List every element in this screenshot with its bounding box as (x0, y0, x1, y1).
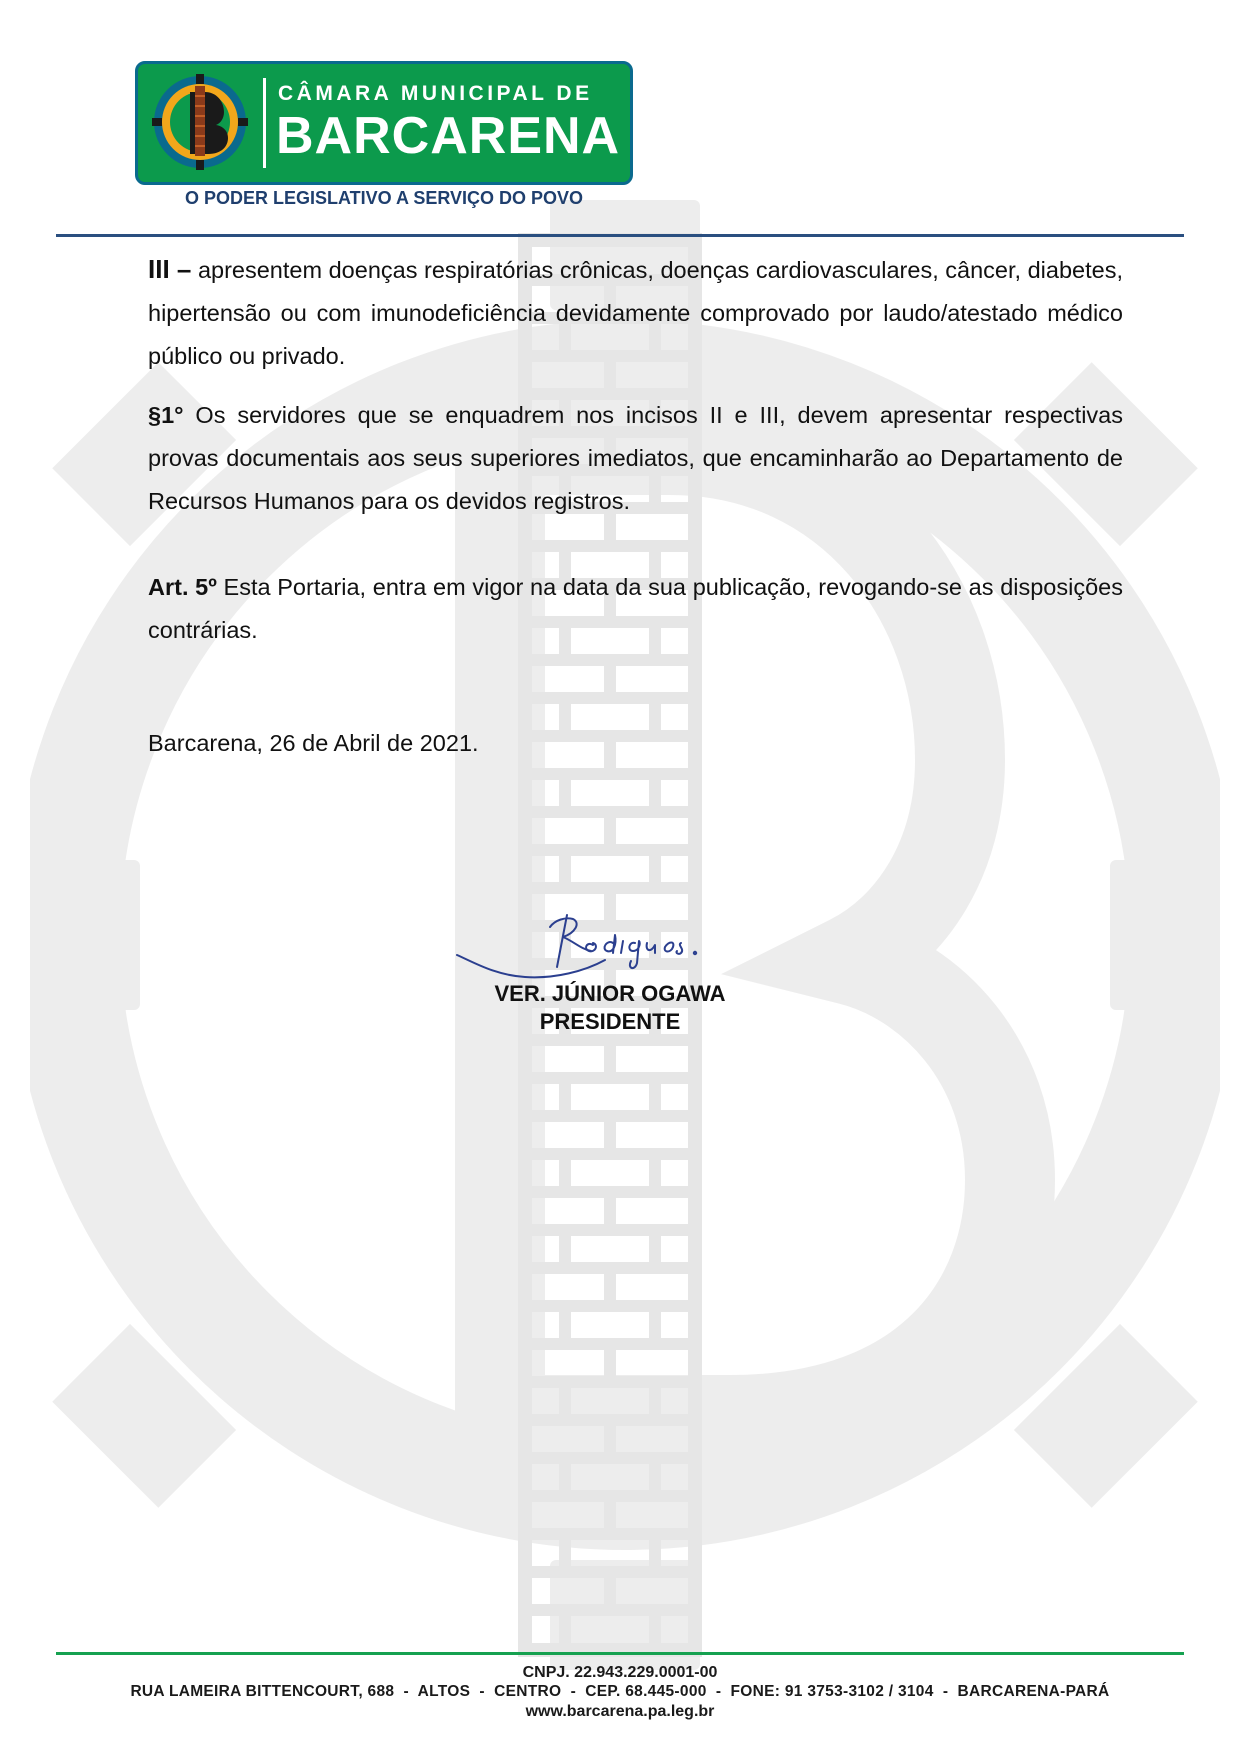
signer-title: PRESIDENTE (539, 1009, 681, 1034)
footer-rule (56, 1652, 1184, 1655)
article-5 (148, 566, 1123, 652)
signer-name: VER. JÚNIOR OGAWA (494, 981, 726, 1006)
footer-cnpj: CNPJ. 22.943.229.0001-00 (522, 1664, 718, 1681)
article-5-lead: Art. 5º (148, 574, 217, 600)
footer-address: RUA LAMEIRA BITTENCOURT, 688 - ALTOS - CENTRO - CEP. 68.445-000 - FONE: 91 3753-3102 / 3104 - BARCARENA-PARÁ (130, 1683, 1110, 1700)
logo-tagline: O PODER LEGISLATIVO A SERVIÇO DO POVO (184, 188, 584, 208)
item-iii-lead: III – (148, 254, 192, 284)
logo-banner (135, 61, 633, 185)
document-body (148, 248, 1123, 765)
paragraph-1 (148, 394, 1123, 523)
item-iii-text: apresentem doenças respiratórias crônicas, doenças cardiovasculares, câncer, diabetes, hipertensão ou com imunodeficiência devidamente comprovado por laudo/atestado médico público ou privado. (148, 257, 1123, 369)
handwritten-signature (455, 905, 725, 990)
signer-block (430, 980, 790, 1036)
logo-title-line2: BARCARENA (276, 107, 621, 165)
paragraph-1-text: Os servidores que se enquadrem nos incisos II e III, devem apresentar respectivas provas documentais aos seus superiores imediatos, que encaminharão ao Departamento de Recursos Humanos para os devidos registros. (148, 402, 1123, 514)
footer (56, 1663, 1184, 1721)
header-rule (56, 234, 1184, 237)
item-iii (148, 248, 1123, 378)
article-5-text: Esta Portaria, entra em vigor na data da sua publicação, revogando-se as disposições contrárias. (148, 574, 1123, 643)
logo-title-line1: CÂMARA MUNICIPAL DE (278, 82, 593, 105)
footer-website[interactable]: www.barcarena.pa.leg.br (525, 1703, 715, 1720)
gear-tower-emblem-icon (150, 72, 250, 172)
paragraph-1-lead: §1° (148, 402, 184, 428)
logo-divider (263, 78, 266, 168)
place-date: Barcarena, 26 de Abril de 2021. (148, 730, 479, 756)
